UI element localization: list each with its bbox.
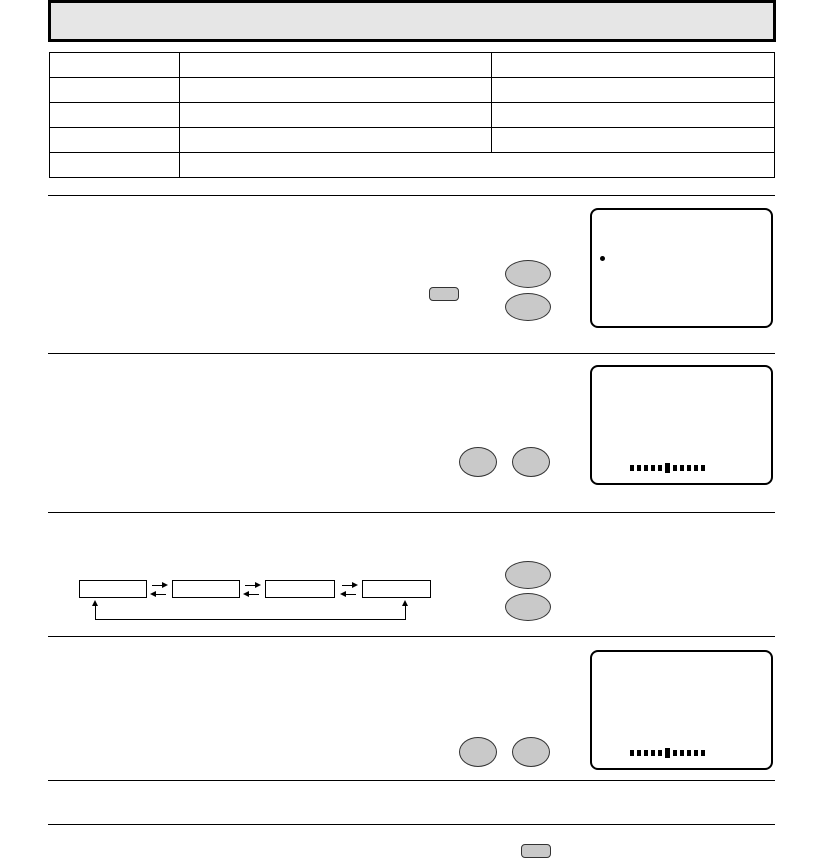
section-divider [48,824,775,825]
table-cell [50,78,180,103]
mode-box [172,580,240,598]
table-cell [180,103,492,128]
table-cell [180,78,492,103]
meter-segment [701,465,705,471]
arrow-up-icon [92,600,98,606]
pill-button-icon[interactable] [521,844,551,858]
section-text [48,830,508,856]
section-divider [48,353,775,354]
section-text [48,786,775,818]
meter-segment [644,465,648,471]
mode-box [79,580,147,598]
meter-segment [680,465,684,471]
round-button-icon[interactable] [459,737,497,767]
page-title-bar [48,0,776,42]
table-cell [50,153,180,178]
section-text [48,358,408,498]
table-cell [50,128,180,153]
arrow-left-icon [245,594,259,595]
loop-line [95,604,96,619]
arrow-up-icon [402,600,408,606]
meter-segment [680,750,684,756]
table-row [50,153,775,178]
meter-segment [630,750,634,756]
arrow-left-icon [152,594,166,595]
section-divider [48,512,775,513]
section-text [48,641,408,771]
meter-indicator [665,463,670,473]
table-cell [492,103,775,128]
meter-segment [658,465,662,471]
round-button-icon[interactable] [512,447,550,477]
spec-table [49,52,775,178]
table-cell [50,103,180,128]
meter-segment [658,750,662,756]
arrow-right-icon [342,585,356,586]
loop-line [405,604,406,619]
arrow-right-icon [152,585,166,586]
level-screen [590,365,773,485]
meter-segment [644,750,648,756]
table-cell [180,128,492,153]
meter-segment [694,465,698,471]
meter-segment [637,465,641,471]
oval-button-icon[interactable] [505,593,551,621]
arrow-right-icon [245,585,259,586]
section-text [48,200,408,340]
table-cell [180,153,775,178]
section-divider [48,780,775,781]
meter-indicator [665,748,670,758]
section-divider [48,636,775,637]
oval-button-icon[interactable] [505,260,551,288]
table-row [50,78,775,103]
meter-segment [694,750,698,756]
level-screen [590,650,773,770]
table-cell [492,53,775,78]
level-meter [630,748,705,758]
meter-segment [651,750,655,756]
meter-segment [673,465,677,471]
oval-button-icon[interactable] [505,561,551,589]
meter-segment [701,750,705,756]
meter-segment [687,750,691,756]
round-button-icon[interactable] [512,737,550,767]
table-cell [180,53,492,78]
pill-button-icon[interactable] [429,287,459,301]
meter-segment [651,465,655,471]
table-cell [492,78,775,103]
table-cell [50,53,180,78]
meter-segment [637,750,641,756]
bullet-icon [600,256,605,261]
table-row [50,128,775,153]
oval-button-icon[interactable] [505,293,551,321]
arrow-left-icon [342,594,356,595]
table-row [50,53,775,78]
loop-line [95,619,406,620]
meter-segment [687,465,691,471]
menu-screen [590,208,773,328]
mode-box [265,580,335,598]
section-text [48,518,448,558]
mode-box [362,580,431,598]
table-row [50,103,775,128]
level-meter [630,463,705,473]
meter-segment [630,465,634,471]
table-cell [492,128,775,153]
section-divider [48,195,775,196]
round-button-icon[interactable] [459,447,497,477]
meter-segment [673,750,677,756]
